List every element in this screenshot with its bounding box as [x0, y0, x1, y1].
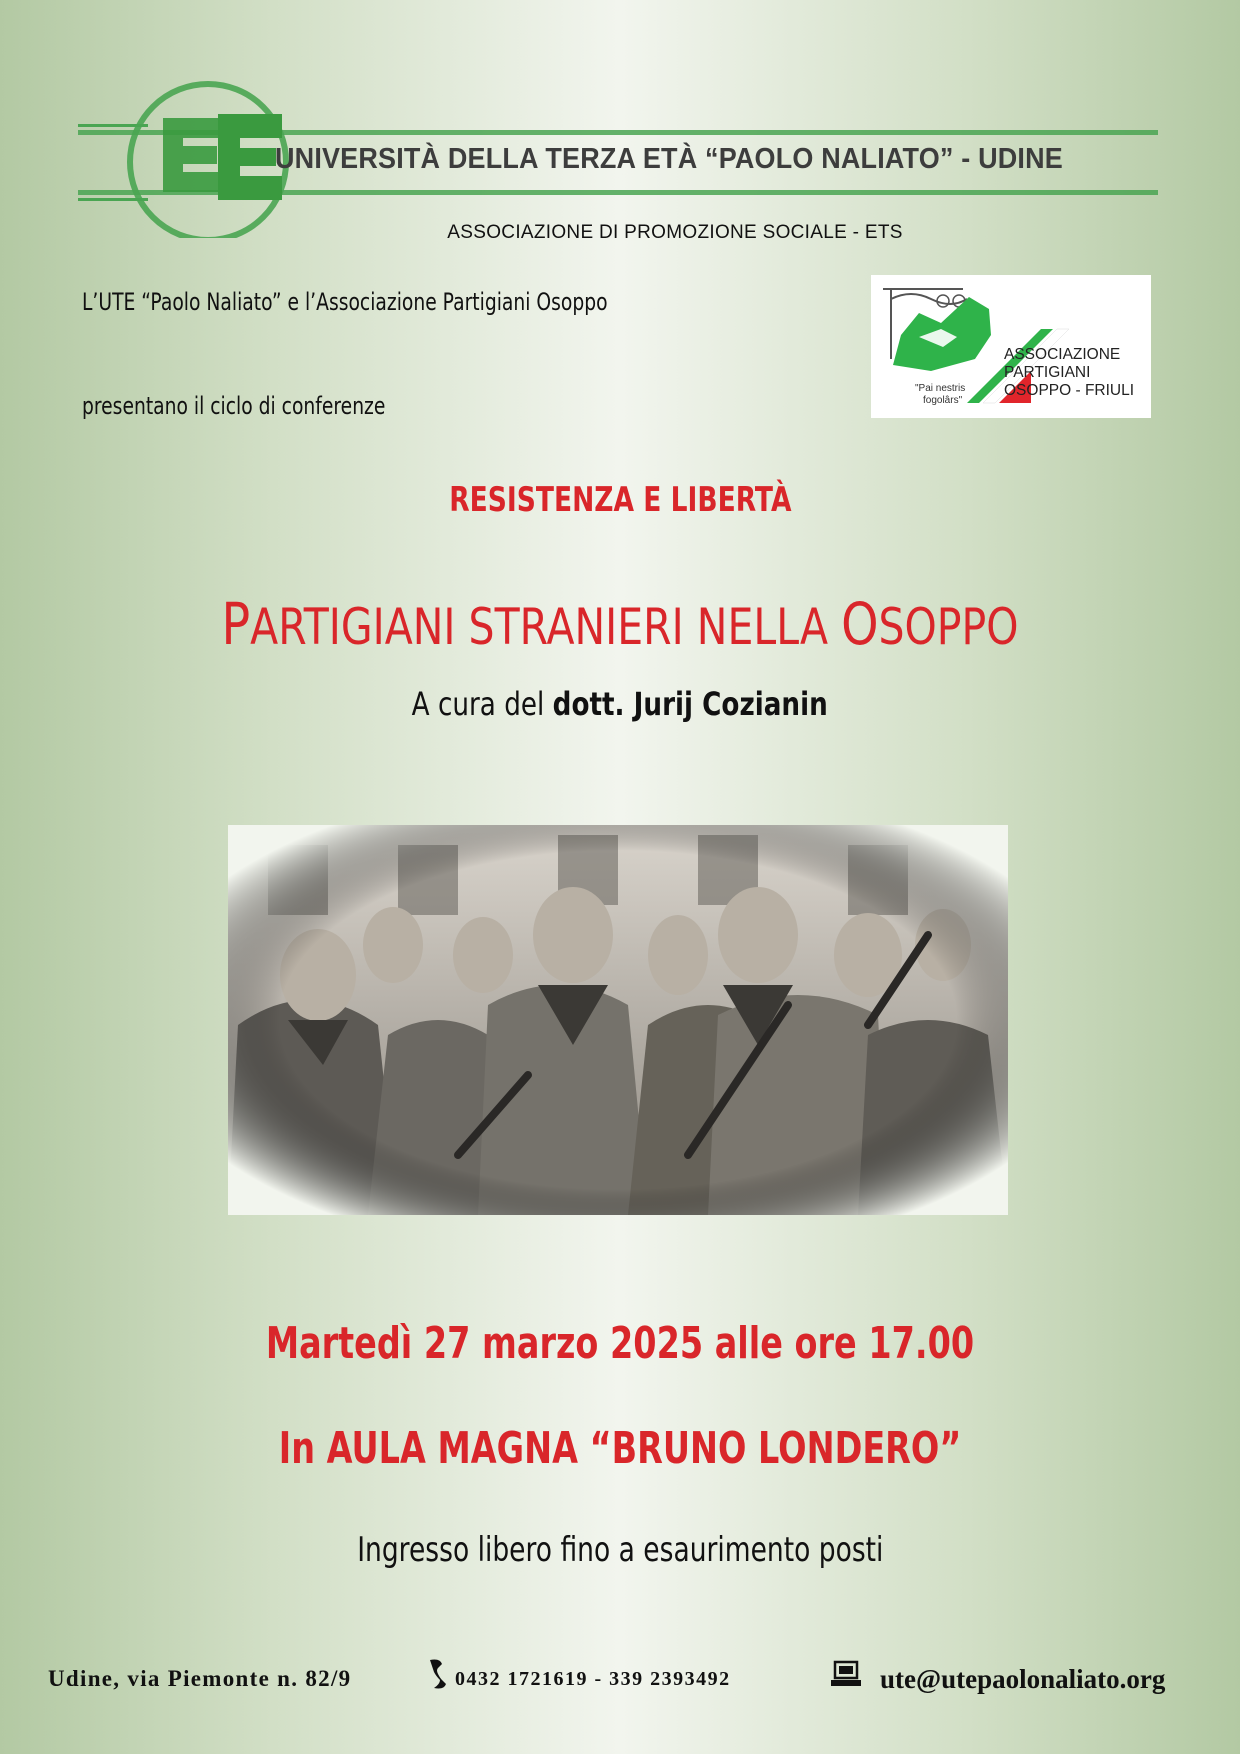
- intro-line: L’UTE “Paolo Naliato” e l’Associazione Partigiani Osoppo: [82, 288, 608, 316]
- phone-icon: [424, 1658, 448, 1690]
- partisans-group-photo: [228, 825, 1008, 1215]
- footer-phone-numbers: 0432 1721619 - 339 2393492: [455, 1668, 731, 1690]
- footer-contacts: [48, 1658, 1208, 1698]
- ute-title: UNIVERSITÀ DELLA TERZA ETÀ “PAOLO NALIATO” - UDINE: [275, 143, 1063, 175]
- osoppo-logo-name-line: ASSOCIAZIONE: [1004, 346, 1121, 363]
- entry-note: Ingresso libero fino a esaurimento posti: [356, 1530, 884, 1570]
- osoppo-logo-name-line: PARTIGIANI: [1004, 364, 1091, 381]
- laptop-icon: [831, 1660, 861, 1688]
- talk-title: PARTIGIANI STRANIERI NELLA OSOPPO: [221, 590, 1019, 658]
- event-place: In AULA MAGNA “BRUNO LONDERO”: [278, 1423, 962, 1474]
- svg-text:fogolârs": fogolârs": [923, 395, 963, 406]
- association-subtitle: ASSOCIAZIONE DI PROMOZIONE SOCIALE - ETS: [447, 222, 903, 243]
- osoppo-logo-name-line: OSOPPO - FRIULI: [1004, 382, 1135, 399]
- intro-line: presentano il ciclo di conferenze: [82, 392, 386, 420]
- curator-name: dott. Jurij Cozianin: [552, 685, 829, 723]
- footer-address: Udine, via Piemonte n. 82/9: [48, 1666, 352, 1691]
- curator-line: A cura del dott. Jurij Cozianin: [411, 685, 829, 723]
- event-date-time: Martedì 27 marzo 2025 alle ore 17.00: [265, 1318, 975, 1369]
- footer-email-link[interactable]: ute@utepaolonaliato.org: [880, 1664, 1166, 1694]
- svg-text:"Pai nestris: "Pai nestris: [915, 383, 966, 394]
- series-title: RESISTENZA E LIBERTÀ: [448, 480, 792, 520]
- osoppo-logo-name: [1004, 346, 1134, 400]
